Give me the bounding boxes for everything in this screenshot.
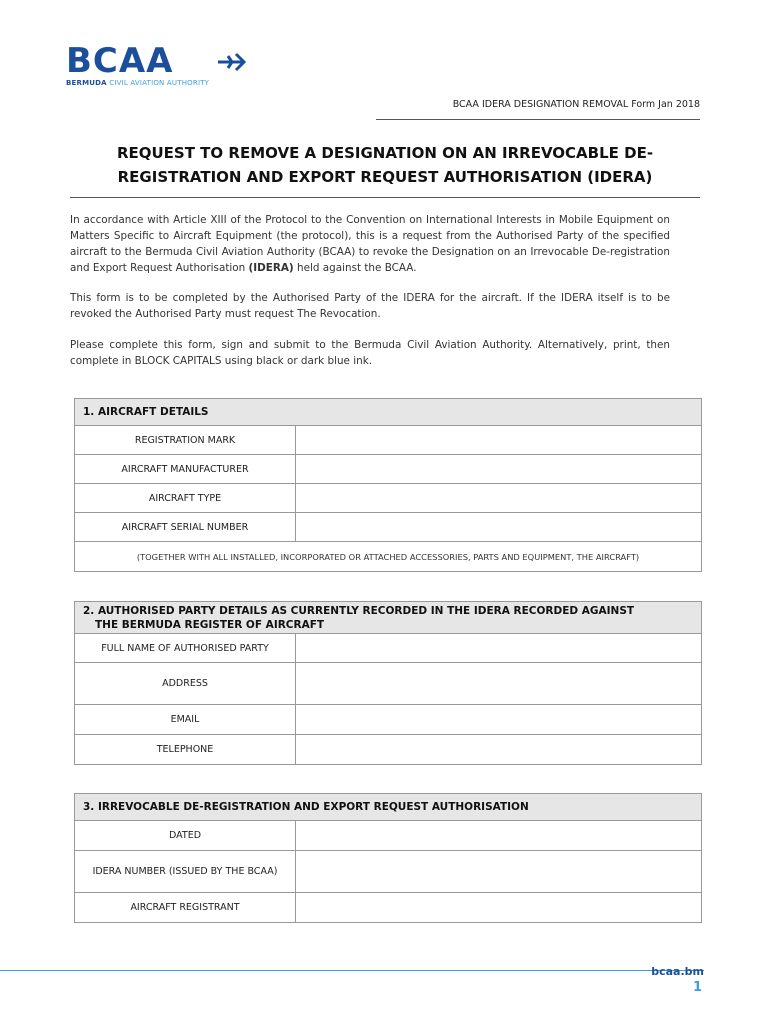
- intro-p1-text: In accordance with Article XIII of the Protocol to the Convention on International Interests in Mobile Equipment on Matters Specific to Aircraft Equipment (the protocol), this is a request from the Authorised Party of the specified aircraft to the Bermuda Civil Aviation Authority (BCAA) to revoke the Designation on an Irrevocable De-registration and Export Request Authorisation: [70, 214, 670, 274]
- form-identifier: BCAA IDERA DESIGNATION REMOVAL Form Jan 2018: [452, 99, 700, 110]
- airplane-icon: [216, 50, 248, 74]
- intro-p1-bold: (IDERA): [248, 262, 294, 274]
- authorised-party-name-input[interactable]: [296, 634, 702, 663]
- field-label: ADDRESS: [75, 663, 296, 705]
- field-label: IDERA NUMBER (ISSUED BY THE BCAA): [75, 851, 296, 893]
- section-2-heading: [75, 602, 702, 634]
- field-label: FULL NAME OF AUTHORISED PARTY: [75, 634, 296, 663]
- field-label: AIRCRAFT SERIAL NUMBER: [75, 513, 296, 542]
- idera-number-input[interactable]: [296, 851, 702, 893]
- field-label: REGISTRATION MARK: [75, 426, 296, 455]
- idera-section: [74, 793, 702, 923]
- logo-subtitle: [66, 79, 209, 87]
- intro-paragraph-3: Please complete this form, sign and submit to the Bermuda Civil Aviation Authority. Alternatively, print, then complete in BLOCK CAPITALS using black or dark blue ink.: [70, 339, 670, 367]
- authorised-party-section: [74, 601, 702, 765]
- registration-mark-input[interactable]: [296, 426, 702, 455]
- field-label: AIRCRAFT MANUFACTURER: [75, 455, 296, 484]
- telephone-input[interactable]: [296, 735, 702, 765]
- aircraft-note: (TOGETHER WITH ALL INSTALLED, INCORPORATED OR ATTACHED ACCESSORIES, PARTS AND EQUIPMENT, THE AIRCRAFT): [75, 542, 702, 572]
- logo-subtitle-rest: CIVIL AVIATION AUTHORITY: [109, 79, 210, 87]
- field-label: DATED: [75, 821, 296, 851]
- aircraft-manufacturer-input[interactable]: [296, 455, 702, 484]
- field-label: EMAIL: [75, 705, 296, 735]
- aircraft-type-input[interactable]: [296, 484, 702, 513]
- title-line-2: REGISTRATION AND EXPORT REQUEST AUTHORISATION (IDERA): [117, 168, 653, 186]
- header-rule: [376, 119, 700, 120]
- dated-input[interactable]: [296, 821, 702, 851]
- email-input[interactable]: [296, 705, 702, 735]
- section-1-heading: 1. AIRCRAFT DETAILS: [75, 399, 702, 426]
- logo-wordmark: BCAA: [66, 41, 174, 81]
- section-2-heading-line-1: 2. AUTHORISED PARTY DETAILS AS CURRENTLY RECORDED IN THE IDERA RECORDED AGAINST: [83, 604, 635, 617]
- intro-paragraph-1: [70, 212, 670, 276]
- footer-url[interactable]: bcaa.bm: [651, 965, 704, 978]
- footer-rule: [0, 970, 704, 971]
- aircraft-details-section: [74, 398, 702, 572]
- title-rule: [70, 197, 700, 198]
- logo-subtitle-bold: BERMUDA: [66, 79, 107, 87]
- field-label: AIRCRAFT TYPE: [75, 484, 296, 513]
- title-line-1: REQUEST TO REMOVE A DESIGNATION ON AN IRREVOCABLE DE-: [116, 144, 654, 162]
- page-number: 1: [692, 980, 702, 995]
- field-label: TELEPHONE: [75, 735, 296, 765]
- section-3-heading: 3. IRREVOCABLE DE-REGISTRATION AND EXPORT REQUEST AUTHORISATION: [75, 794, 702, 821]
- intro-p1-end: held against the BCAA.: [297, 262, 417, 274]
- aircraft-registrant-input[interactable]: [296, 893, 702, 923]
- page-title: [70, 141, 700, 189]
- section-2-heading-line-2: THE BERMUDA REGISTER OF AIRCRAFT: [95, 618, 325, 631]
- aircraft-serial-number-input[interactable]: [296, 513, 702, 542]
- intro-paragraph-2: This form is to be completed by the Authorised Party of the IDERA for the aircraft. If the IDERA itself is to be revoked the Authorised Party must request The Revocation.: [70, 292, 670, 320]
- address-input[interactable]: [296, 663, 702, 705]
- field-label: AIRCRAFT REGISTRANT: [75, 893, 296, 923]
- bcaa-logo: [66, 41, 246, 90]
